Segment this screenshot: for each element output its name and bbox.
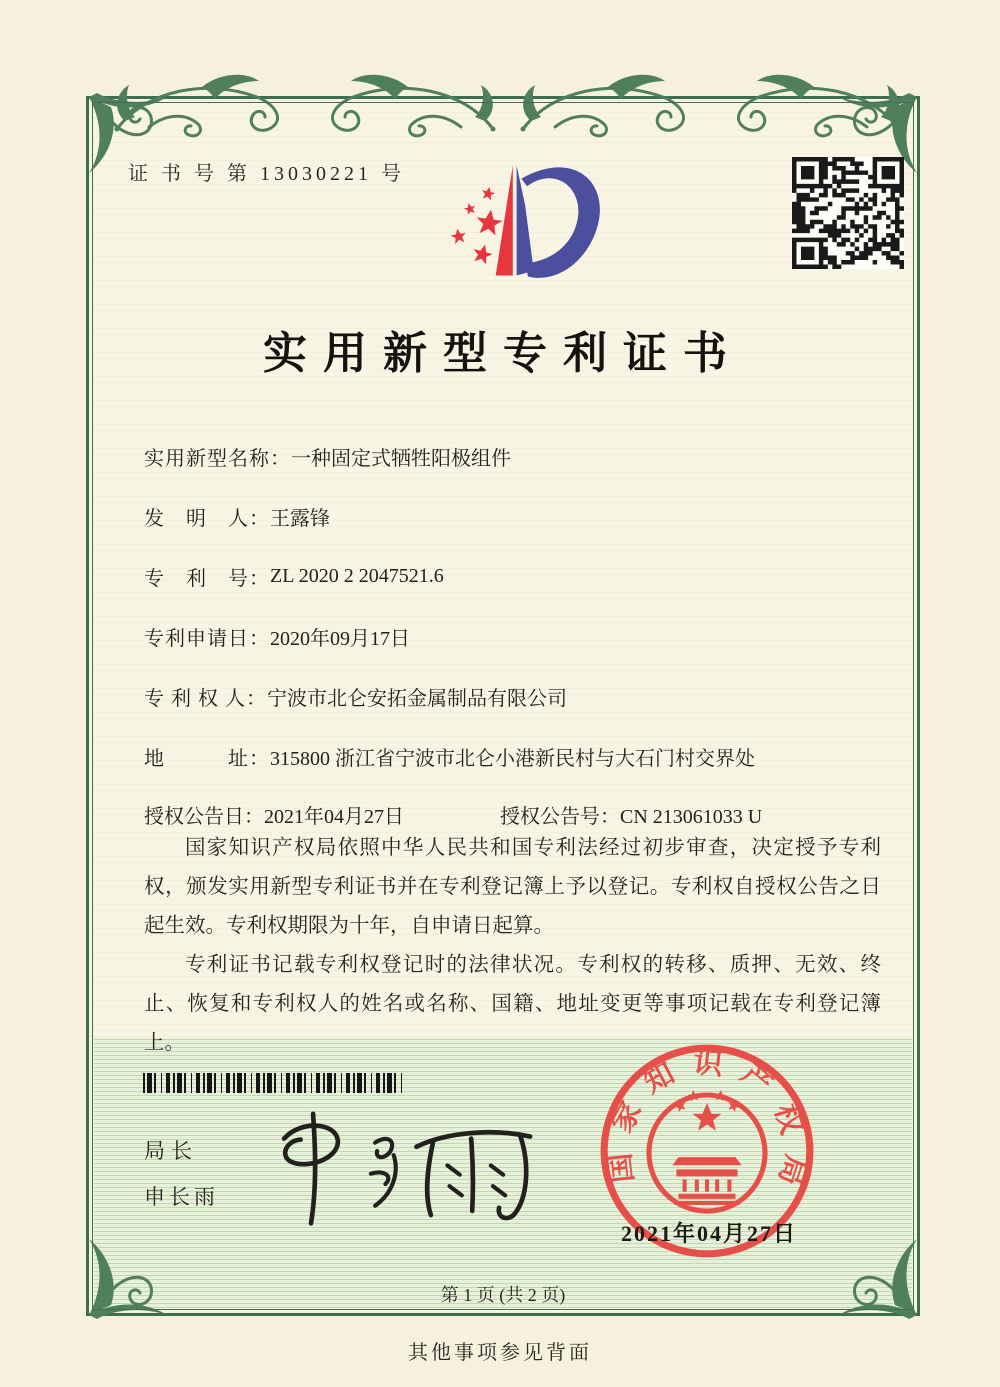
- field-list: [144, 426, 884, 842]
- page-indicator: 第 1 页 (共 2 页): [440, 1285, 566, 1305]
- handwritten-signature-icon: [249, 1107, 559, 1227]
- field-inventor: [144, 486, 884, 546]
- certificate-title: 实用新型专利证书: [263, 329, 743, 378]
- field-filing-date: [144, 606, 884, 666]
- grant-date-value: 2021年04月27日: [264, 805, 404, 828]
- field-patent-number: [144, 546, 884, 606]
- field-value: 2020年09月17日: [270, 627, 410, 650]
- barcode: [143, 1073, 405, 1093]
- field-label: 实用新型名称：: [144, 447, 291, 470]
- grant-number-value: CN 213061033 U: [620, 805, 763, 828]
- back-note: 其他事项参见背面: [408, 1342, 592, 1364]
- field-value: 一种固定式牺牲阳极组件: [291, 447, 511, 470]
- field-label: 专利申请日：: [144, 627, 270, 650]
- field-address: [144, 726, 884, 786]
- legal-paragraph-2: 专利证书记载专利权登记时的法律状况。专利权的转移、质押、无效、终止、恢复和专利权人的姓名或名称、国籍、地址变更等事项记载在专利登记簿上。: [144, 954, 881, 1054]
- legal-text: [144, 829, 881, 1063]
- grant-date-label: 授权公告日：: [144, 805, 264, 828]
- director-title: 局长: [144, 1139, 198, 1163]
- field-utility-model-name: [144, 426, 884, 486]
- field-patentee: [144, 666, 884, 726]
- field-label: 发 明 人：: [144, 507, 270, 530]
- field-value: 宁波市北仑安拓金属制品有限公司: [267, 687, 567, 710]
- top-scroll-ornament-icon: [77, 57, 929, 157]
- field-label: 地 址：: [144, 747, 270, 770]
- grant-number-label: 授权公告号：: [500, 805, 620, 828]
- seal-date: 2021年04月27日: [620, 1221, 797, 1246]
- director-name: 申长雨: [144, 1185, 219, 1209]
- seal-text: 国家知识产权局: [602, 1046, 812, 1205]
- certificate-number: 证 书 号 第 13030221 号: [128, 163, 405, 185]
- field-value: 315800 浙江省宁波市北仑小港新民村与大石门村交界处: [270, 747, 755, 770]
- certificate-border-frame: [86, 96, 920, 1316]
- field-label: 专 利 号：: [144, 567, 270, 590]
- field-label: 专 利 权 人：: [144, 687, 267, 710]
- qr-code: [792, 157, 904, 269]
- legal-paragraph-1: 国家知识产权局依照中华人民共和国专利法经过初步审查，决定授予专利权，颁发实用新型专利证书并在专利登记簿上予以登记。专利权自授权公告之日起生效。专利权期限为十年，自申请日起算。: [144, 837, 881, 937]
- field-value: 王露锋: [270, 507, 330, 530]
- field-value: ZL 2020 2 2047521.6: [270, 564, 444, 587]
- cnipa-logo-icon: [433, 145, 623, 313]
